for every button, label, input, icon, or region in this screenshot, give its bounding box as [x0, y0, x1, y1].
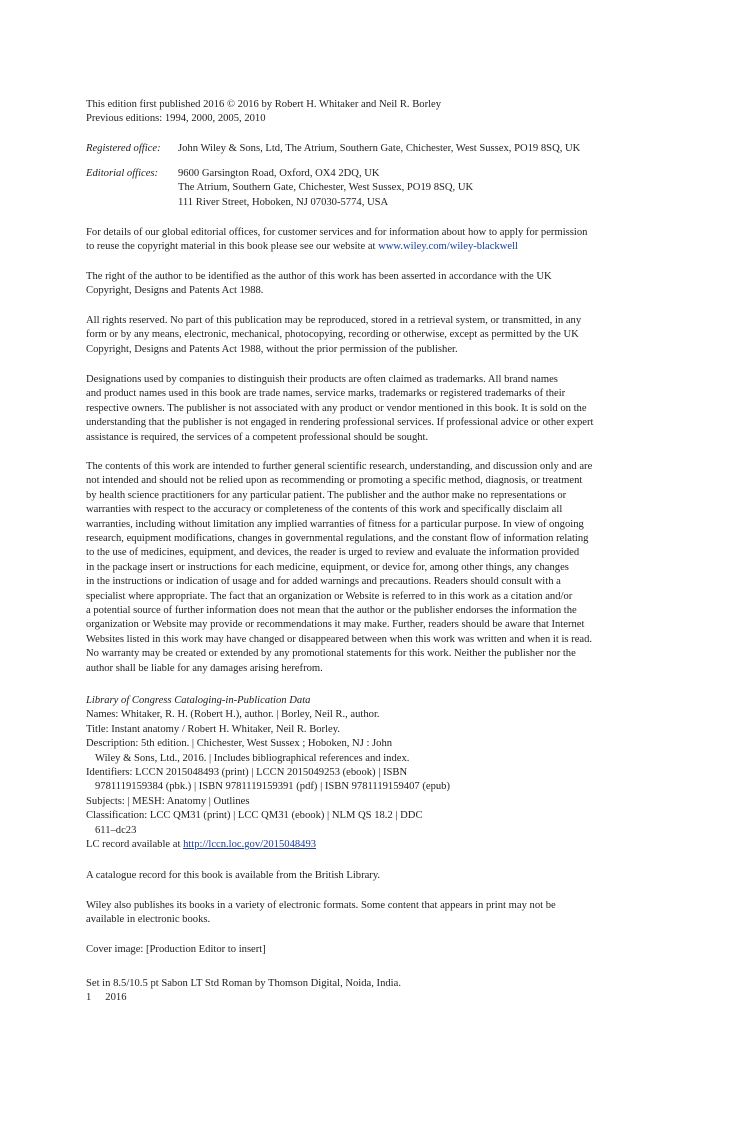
editorial-offices-label: Editorial offices:: [86, 168, 159, 179]
paragraph-line: in the package insert or instructions for each medicine, equipment, or device for, among other things, any changes: [86, 561, 569, 573]
paragraph-line: organization or Website may provide or recommendations it may make. Further, readers should be aware that Internet: [86, 619, 585, 631]
electronic-formats-paragraph: [86, 899, 686, 928]
details-paragraph: [86, 226, 686, 255]
paragraph-line: warranties with respect to the accuracy or completeness of the contents of this work and specifically disclaim all: [86, 504, 563, 516]
catalogue-line: A catalogue record for this book is available from the British Library.: [86, 870, 381, 881]
cip-lc-record: [86, 838, 686, 852]
cip-identifiers: Identifiers: LCCN 2015048493 (print) | LCCN 2015049253 (ebook) | ISBN: [86, 767, 408, 779]
details-line: [86, 240, 686, 254]
cip-description: Description: 5th edition. | Chichester, West Sussex ; Hoboken, NJ : John: [86, 738, 393, 750]
set-in-line: Set in 8.5/10.5 pt Sabon LT Std Roman by Thomson Digital, Noida, India.: [86, 978, 401, 989]
catalogue-record: [86, 869, 686, 883]
contents-disclaimer-paragraph: [86, 460, 686, 676]
paragraph-line: in the instructions or indication of usage and for added warnings and precautions. Readers should consult with a: [86, 576, 561, 588]
cip-title: Title: Instant anatomy / Robert H. Whitaker, Neil R. Borley.: [86, 723, 340, 735]
lc-record-prefix: LC record available at: [86, 839, 184, 851]
cip-classification: 611–dc23: [95, 824, 137, 836]
editorial-offices: [86, 167, 686, 212]
editorial-address: The Atrium, Southern Gate, Chichester, West Sussex, PO19 8SQ, UK: [178, 182, 474, 194]
cip-identifiers: 9781119159384 (pbk.) | ISBN 9781119159391 (pdf) | ISBN 9781119159407 (epub): [95, 781, 450, 793]
cip-subjects: Subjects: | MESH: Anatomy | Outlines: [86, 795, 250, 807]
printing-number: 1: [86, 992, 92, 1004]
registered-office-address: John Wiley & Sons, Ltd, The Atrium, Southern Gate, Chichester, West Sussex, PO19 8SQ, UK: [178, 143, 581, 154]
cip-names: Names: Whitaker, R. H. (Robert H.), author. | Borley, Neil R., author.: [86, 709, 380, 721]
paragraph-line: All rights reserved. No part of this publication may be reproduced, stored in a retrieval system, or transmitted, in any: [86, 315, 582, 326]
paragraph-line: Designations used by companies to distinguish their products are often claimed as trademarks. All brand names: [86, 374, 558, 385]
cover-line: Cover image: [Production Editor to insert]: [86, 944, 266, 955]
rights-paragraph: [86, 314, 686, 357]
paragraph-line: research, equipment modifications, changes in governmental regulations, and the constant flow of information relating: [86, 533, 589, 545]
editorial-address: 111 River Street, Hoboken, NJ 07030-5774, USA: [178, 196, 389, 208]
typesetting-info: [86, 977, 686, 1006]
cip-data: [86, 694, 686, 852]
paragraph-line: specialist where appropriate. The fact that an organization or Website is referred to in this work as a citation and/or: [86, 590, 573, 602]
cip-heading: Library of Congress Cataloging-in-Publication Data: [86, 695, 311, 706]
paragraph-line: Copyright, Designs and Patents Act 1988, without the prior permission of the publisher.: [86, 343, 458, 355]
paragraph-line: to the use of medicines, equipment, and devices, the reader is urged to review and evaluate the information provided: [86, 547, 580, 559]
paragraph-line: author shall be liable for any damages arising herefrom.: [86, 662, 323, 674]
editorial-address: 9600 Garsington Road, Oxford, OX4 2DQ, UK: [178, 168, 380, 179]
right-paragraph: [86, 270, 686, 299]
paragraph-line: understanding that the publisher is not engaged in rendering professional services. If professional advice or other expert: [86, 417, 594, 429]
designations-paragraph: [86, 373, 686, 445]
edition-info: [86, 98, 686, 127]
paragraph-line: form or by any means, electronic, mechanical, photocopying, recording or otherwise, except as permitted by the UK: [86, 329, 579, 341]
paragraph-line: not intended and should not be relied upon as recommending or promoting a specific method, diagnosis, or treatment: [86, 475, 583, 487]
paragraph-line: Websites listed in this work may have changed or disappeared between when this work was written and when it is read.: [86, 633, 593, 645]
registered-office-label: Registered office:: [86, 143, 161, 154]
previous-editions: Previous editions: 1994, 2000, 2005, 2010: [86, 113, 266, 125]
paragraph-line: The contents of this work are intended to further general scientific research, understanding, and discussion only and are: [86, 461, 593, 472]
details-line: For details of our global editorial offices, for customer services and for information about how to apply for permission: [86, 227, 588, 238]
printing-year: 2016: [105, 992, 127, 1004]
paragraph-line: and product names used in this book are trade names, service marks, trademarks or registered trademarks of their: [86, 388, 566, 400]
paragraph-line: respective owners. The publisher is not associated with any product or vendor mentioned in this book. It is sold on the: [86, 402, 587, 414]
paragraph-line: assistance is required, the services of a competent professional should be sought.: [86, 431, 429, 443]
edition-line: This edition first published 2016 © 2016 by Robert H. Whitaker and Neil R. Borley: [86, 99, 442, 110]
paragraph-line: available in electronic books.: [86, 914, 211, 926]
paragraph-line: Copyright, Designs and Patents Act 1988.: [86, 285, 264, 297]
details-prefix: to reuse the copyright material in this book please see our website at: [86, 241, 379, 253]
lc-record-link[interactable]: http://lccn.loc.gov/2015048493: [183, 839, 317, 851]
cip-classification: Classification: LCC QM31 (print) | LCC QM31 (ebook) | NLM QS 18.2 | DDC: [86, 810, 423, 822]
cover-image-credit: [86, 943, 686, 957]
printing-line: [86, 991, 686, 1005]
paragraph-line: by health science practitioners for any particular patient. The publisher and the author make no representations or: [86, 489, 567, 501]
editorial-offices-addresses: [178, 167, 473, 210]
paragraph-line: The right of the author to be identified as the author of this work has been asserted in accordance with the UK: [86, 271, 552, 282]
cip-description: Wiley & Sons, Ltd., 2016. | Includes bibliographical references and index.: [95, 752, 410, 764]
paragraph-line: warranties, including without limitation any implied warranties of fitness for a particular purpose. In view of ongoing: [86, 518, 584, 530]
paragraph-line: a potential source of further information does not mean that the author or the publisher endorses the information the: [86, 605, 577, 617]
paragraph-line: No warranty may be created or extended by any promotional statements for this work. Neither the publisher nor the: [86, 648, 576, 660]
paragraph-line: Wiley also publishes its books in a variety of electronic formats. Some content that appears in print may not be: [86, 900, 556, 911]
wiley-website-link[interactable]: www.wiley.com/wiley-blackwell: [378, 241, 518, 253]
registered-office: [86, 142, 686, 157]
